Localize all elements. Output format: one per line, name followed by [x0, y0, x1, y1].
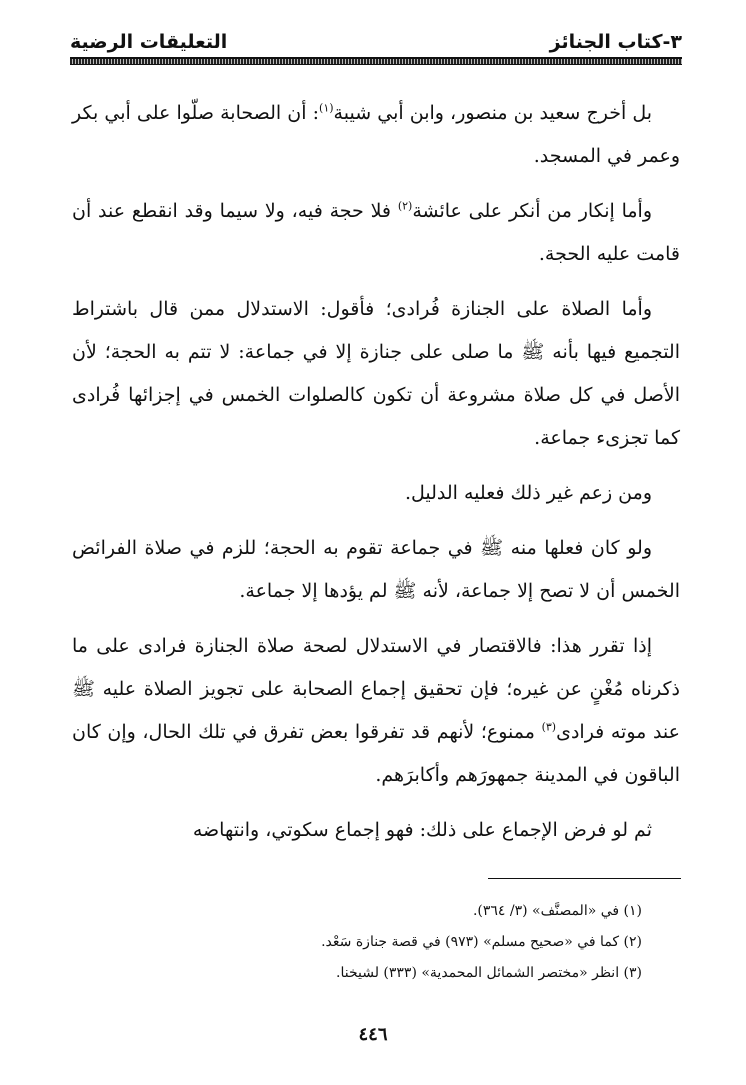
paragraph: ثم لو فرض الإجماع على ذلك: فهو إجماع سكوتي، وانتهاضه [192, 819, 652, 841]
paragraph: وأما الصلاة على الجنازة فُرادى؛ فأقول: الاستدلال ممن قال باشتراط التجميع فيها بأنه ﷺ ما صلى على جنازة إلا في جماعة: لا تتم به الحجة؛ لأن الأصل في كل صلاة مشروعة أن تكون كالصلوات الخمس في إجزائها فُرادى كما تجزىء جماعة. [72, 298, 680, 449]
main-text [72, 92, 680, 864]
footnote-ref[interactable]: (١) [319, 101, 334, 115]
footnote: (٣) انظر «مختصر الشمائل المحمدية» (٣٣٣) لشيخنا. [336, 965, 642, 981]
footnote-divider [488, 878, 681, 879]
page-number: ٤٤٦ [358, 1024, 388, 1045]
header-divider [70, 57, 682, 65]
running-header [70, 28, 682, 54]
footnote-ref[interactable]: (٣) [541, 720, 557, 734]
paragraph: بل أخرج سعيد بن منصور، وابن أبي شيبة$^{(١)}$: أن الصحابة صلّوا على أبي بكر وعمر في المسجد. [72, 101, 680, 167]
paragraph: ومن زعم غير ذلك فعليه الدليل. [404, 482, 652, 504]
footnote: (١) في «المصنَّف» (٣/ ٣٦٤). [472, 903, 642, 919]
chapter-title: ٣-كتاب الجنائز [549, 31, 682, 53]
footnote: (٢) كما في «صحيح مسلم» (٩٧٣) في قصة جنازة سَعْد. [321, 934, 642, 950]
footnote-ref[interactable]: (٢) [397, 199, 413, 213]
paragraph: إذا تقرر هذا: فالاقتصار في الاستدلال لصحة صلاة الجنازة فرادى على ما ذكرناه مُغْنٍ عن غيره؛ فإن تحقيق إجماع الصحابة على تجويز الصلاة عليه ﷺ عند موته فرادى$^{(٣)}$ ممنوع؛ لأنهم قد تفرقوا بعض تفرق في تلك الحال، وإن كان الباقون في المدينة جمهورَهم وأكابرَهم. [72, 635, 680, 786]
paragraph: وأما إنكار من أنكر على عائشة$^{(٢)}$ فلا حجة فيه، ولا سيما وقد انقطع عند أن قامت عليه الحجة. [72, 199, 680, 265]
book-title: التعليقات الرضية [70, 31, 228, 53]
footnotes [72, 896, 642, 989]
paragraph: ولو كان فعلها منه ﷺ في جماعة تقوم به الحجة؛ للزم في صلاة الفرائض الخمس أن لا تصح إلا جماعة، لأنه ﷺ لم يؤدها إلا جماعة. [72, 537, 680, 602]
